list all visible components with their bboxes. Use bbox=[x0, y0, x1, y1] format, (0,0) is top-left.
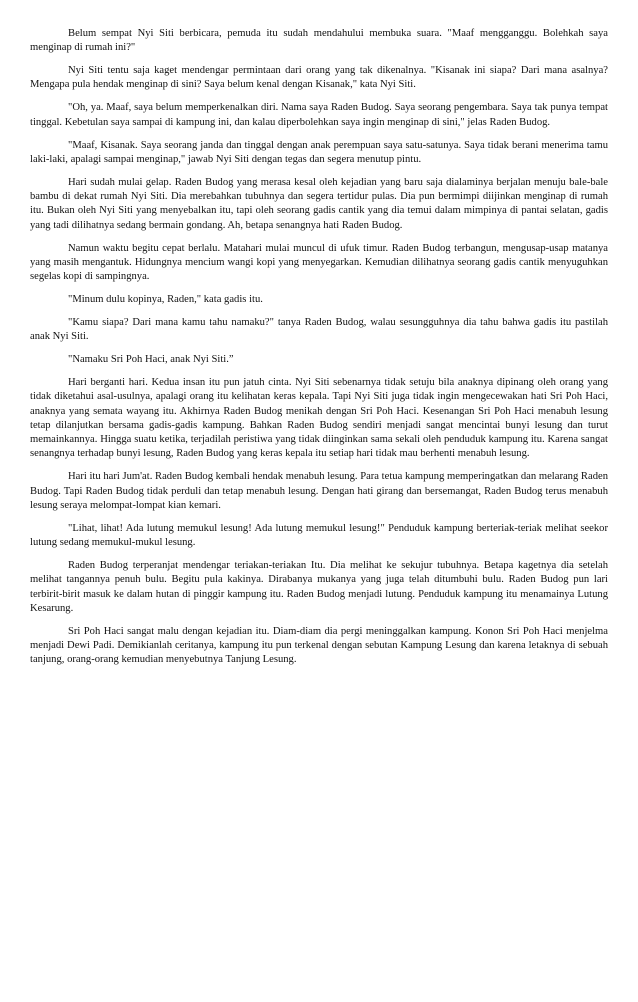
paragraph: "Namaku Sri Poh Haci, anak Nyi Siti.” bbox=[68, 354, 234, 366]
paragraph: "Maaf, Kisanak. Saya seorang janda dan tinggal dengan anak perempuan saya satu-satunya. Saya tidak berani menerima tamu laki-laki, apalagi sampai menginap," jawab Nyi Siti dengan tegas dan segera menutup pintu. bbox=[30, 139, 608, 165]
paragraph: "Oh, ya. Maaf, saya belum memperkenalkan diri. Nama saya Raden Budog. Saya seorang pengembara. Saya tak punya tempat tinggal. Kebetulan saya sampai di kampung ini, dan kalau diperbolehkan saya ingin menginap di sini," jelas Raden Budog. bbox=[30, 102, 608, 128]
document-page bbox=[30, 27, 608, 676]
paragraph: Sri Poh Haci sangat malu dengan kejadian itu. Diam-diam dia pergi meninggalkan kampung. Konon Sri Poh Haci menjelma menjadi Dewi Padi. Demikianlah ceritanya, kampung itu pun terkenal dengan sebutan Kampung Lesung dan karena letaknya di sebuah tanjung, orang-orang kemudian menyebutnya Tanjung Lesung. bbox=[30, 625, 608, 666]
paragraph: Raden Budog terperanjat mendengar teriakan-teriakan Itu. Dia melihat ke sekujur tubuhnya. Betapa kagetnya dia setelah melihat tangannya penuh bulu. Begitu pula kakinya. Dirabanya mukanya yang juga telah ditumbuhi bulu. Raden Budog pun lari terbirit-birit masuk ke dalam hutan di pinggir kampung itu. Raden Budog menjadi lutung. Penduduk kampung itu menamainya Lutung Kesarung. bbox=[30, 560, 608, 614]
paragraph: Hari berganti hari. Kedua insan itu pun jatuh cinta. Nyi Siti sebenarnya tidak setuju bila anaknya dipinang oleh orang yang tidak diketahui asal-usulnya, apalagi orang itu kelihatan keras kepala. Tapi Nyi Siti juga tidak ingin mengecewakan hati Sri Poh Haci, anaknya yang semata wayang itu. Akhirnya Raden Budog menikah dengan Sri Poh Haci. Kesenangan Sri Poh Haci menabuh lesung tetap dilanjutkan bersama gadis-gadis kampung. Bahkan Raden Budog sendiri menjadi sangat mencintai bunyi lesung dan turut memainkannya. Hingga suatu ketika, terjadilah peristiwa yang tidak diinginkan sama sekali oleh penduduk kampung itu. Karena sangat senangnya terhadap bunyi lesung, Raden Budog yang keras kepala itu setiap hari tidak mau berhenti menabuh lesung. bbox=[30, 376, 608, 460]
paragraph: Nyi Siti tentu saja kaget mendengar permintaan dari orang yang tak dikenalnya. "Kisanak ini siapa? Dari mana asalnya? Mengapa pula hendak menginap di sini? Saya belum kenal dengan Kisanak," kata Nyi Siti. bbox=[30, 65, 608, 91]
paragraph: "Kamu siapa? Dari mana kamu tahu namaku?" tanya Raden Budog, walau sesungguhnya dia tahu bahwa gadis itu pastilah anak Nyi Siti. bbox=[30, 316, 608, 343]
paragraph: Hari itu hari Jum'at. Raden Budog kembali hendak menabuh lesung. Para tetua kampung memperingatkan dan melarang Raden Budog. Tapi Raden Budog tidak perduli dan tetap menabuh lesung. Dengan hati girang dan bersemangat, Raden Budog terus menabuh lesung seraya melompat-lompat kian kemari. bbox=[30, 471, 608, 511]
paragraph: Namun waktu begitu cepat berlalu. Matahari mulai muncul di ufuk timur. Raden Budog terbangun, mengusap-usap matanya yang masih mengantuk. Hidungnya mencium wangi kopi yang menyegarkan. Kemudian dilihatnya seorang gadis cantik menyuguhkan segelas kopi di sampingnya. bbox=[30, 242, 608, 283]
paragraph: "Minum dulu kopinya, Raden," kata gadis itu. bbox=[68, 294, 263, 306]
paragraph: Hari sudah mulai gelap. Raden Budog yang merasa kesal oleh kejadian yang baru saja dialaminya berjalan menuju bale-bale bambu di dekat rumah Nyi Siti. Dia merebahkan tubuhnya dan segera tertidur pulas. Dia pun bermimpi diijinkan menginap di rumah itu. Bukan oleh Nyi Siti yang menyebalkan itu, tapi oleh seorang gadis cantik yang dia temui dalam mimpinya di pantai selatan, gadis yang tadi dilihatnya sedang bermain gondang. Ah, betapa senangnya hati Raden Budog. bbox=[30, 176, 608, 231]
paragraph: Belum sempat Nyi Siti berbicara, pemuda itu sudah mendahului membuka suara. "Maaf mengganggu. Bolehkah saya menginap di rumah ini?" bbox=[30, 28, 608, 54]
paragraph: "Lihat, lihat! Ada lutung memukul lesung! Ada lutung memukul lesung!" Penduduk kampung berteriak-teriak melihat seekor lutung sedang memukul-mukul lesung. bbox=[30, 522, 608, 549]
